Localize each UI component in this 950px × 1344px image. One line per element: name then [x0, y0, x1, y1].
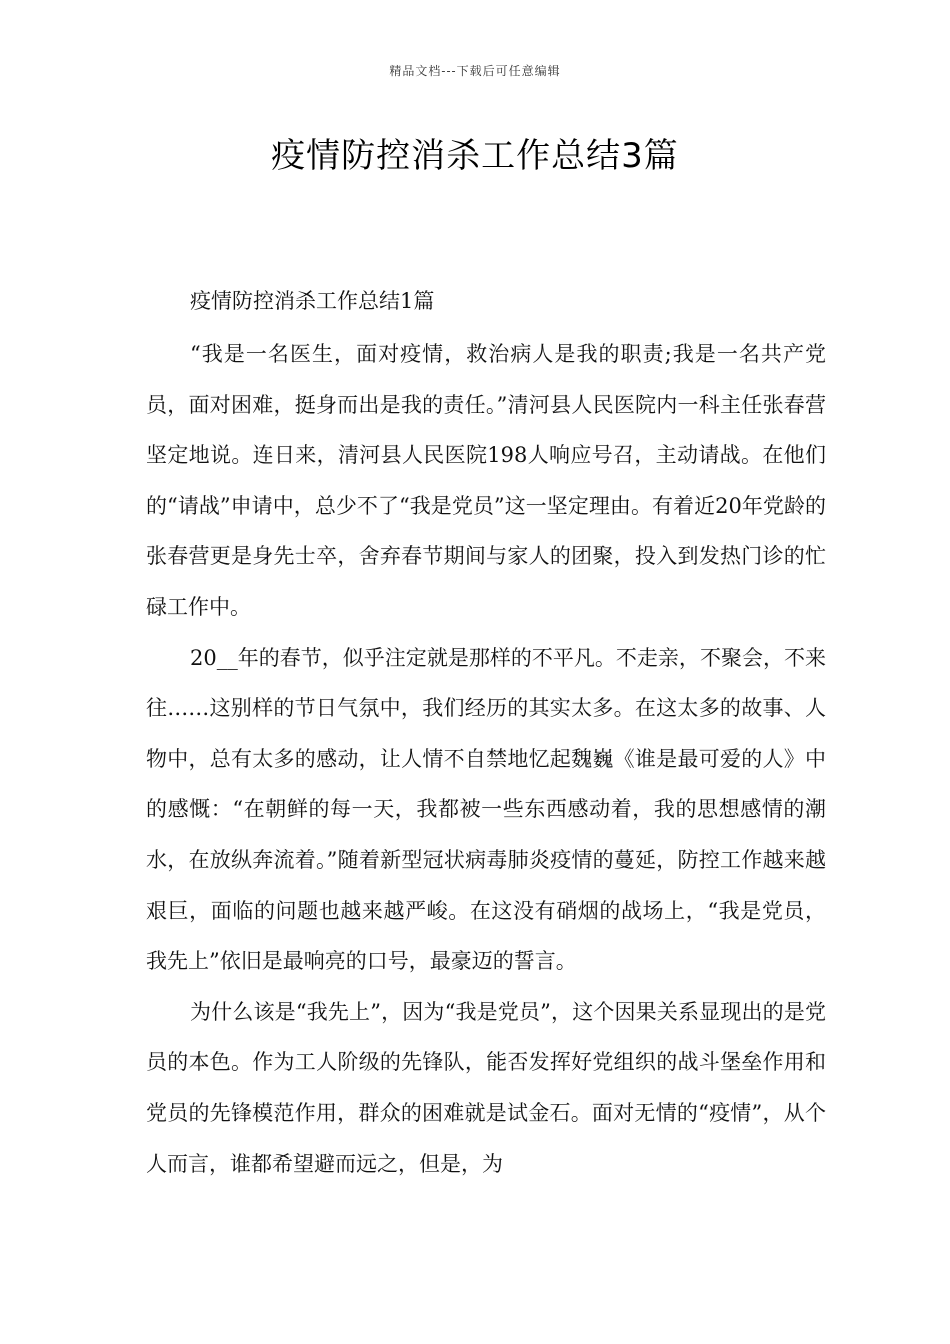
- paragraph-3: 为什么该是“我先上”，因为“我是党员”，这个因果关系显现出的是党员的本色。作为工人阶级的先锋队，能否发挥好党组织的战斗堡垒作用和党员的先锋模范作用，群众的困难就是试金石。面对无情的“疫情”，从个人而言，谁都希望避而远之，但是，为: [146, 999, 826, 1176]
- section-title: 疫情防控消杀工作总结1篇: [190, 289, 435, 313]
- paragraph-2: 20__年的春节，似乎注定就是那样的不平凡。不走亲，不聚会，不来往……这别样的节日气氛中，我们经历的其实太多。在这太多的故事、人物中，总有太多的感动，让人情不自禁地忆起魏巍《谁是最可爱的人》中的感慨：“在朝鲜的每一天，我都被一些东西感动着，我的思想感情的潮水，在放纵奔流着。”随着新型冠状病毒肺炎疫情的蔓延，防控工作越来越艰巨，面临的问题也越来越严峻。在这没有硝烟的战场上，“我是党员，我先上”依旧是最响亮的口号，最豪迈的誓言。: [146, 645, 826, 974]
- body-text: [146, 329, 826, 1189]
- paragraph-1: “我是一名医生，面对疫情，救治病人是我的职责;我是一名共产党员，面对困难，挺身而出是我的责任。”清河县人民医院内一科主任张春营坚定地说。连日来，清河县人民医院198人响应号召，主动请战。在他们的“请战”申请中，总少不了“我是党员”这一坚定理由。有着近20年党龄的张春营更是身先士卒，舍弃春节期间与家人的团聚，投入到发热门诊的忙碌工作中。: [146, 342, 826, 619]
- header-note: 精品文档---下载后可任意编辑: [389, 64, 561, 78]
- document-title: 疫情防控消杀工作总结3篇: [271, 136, 679, 176]
